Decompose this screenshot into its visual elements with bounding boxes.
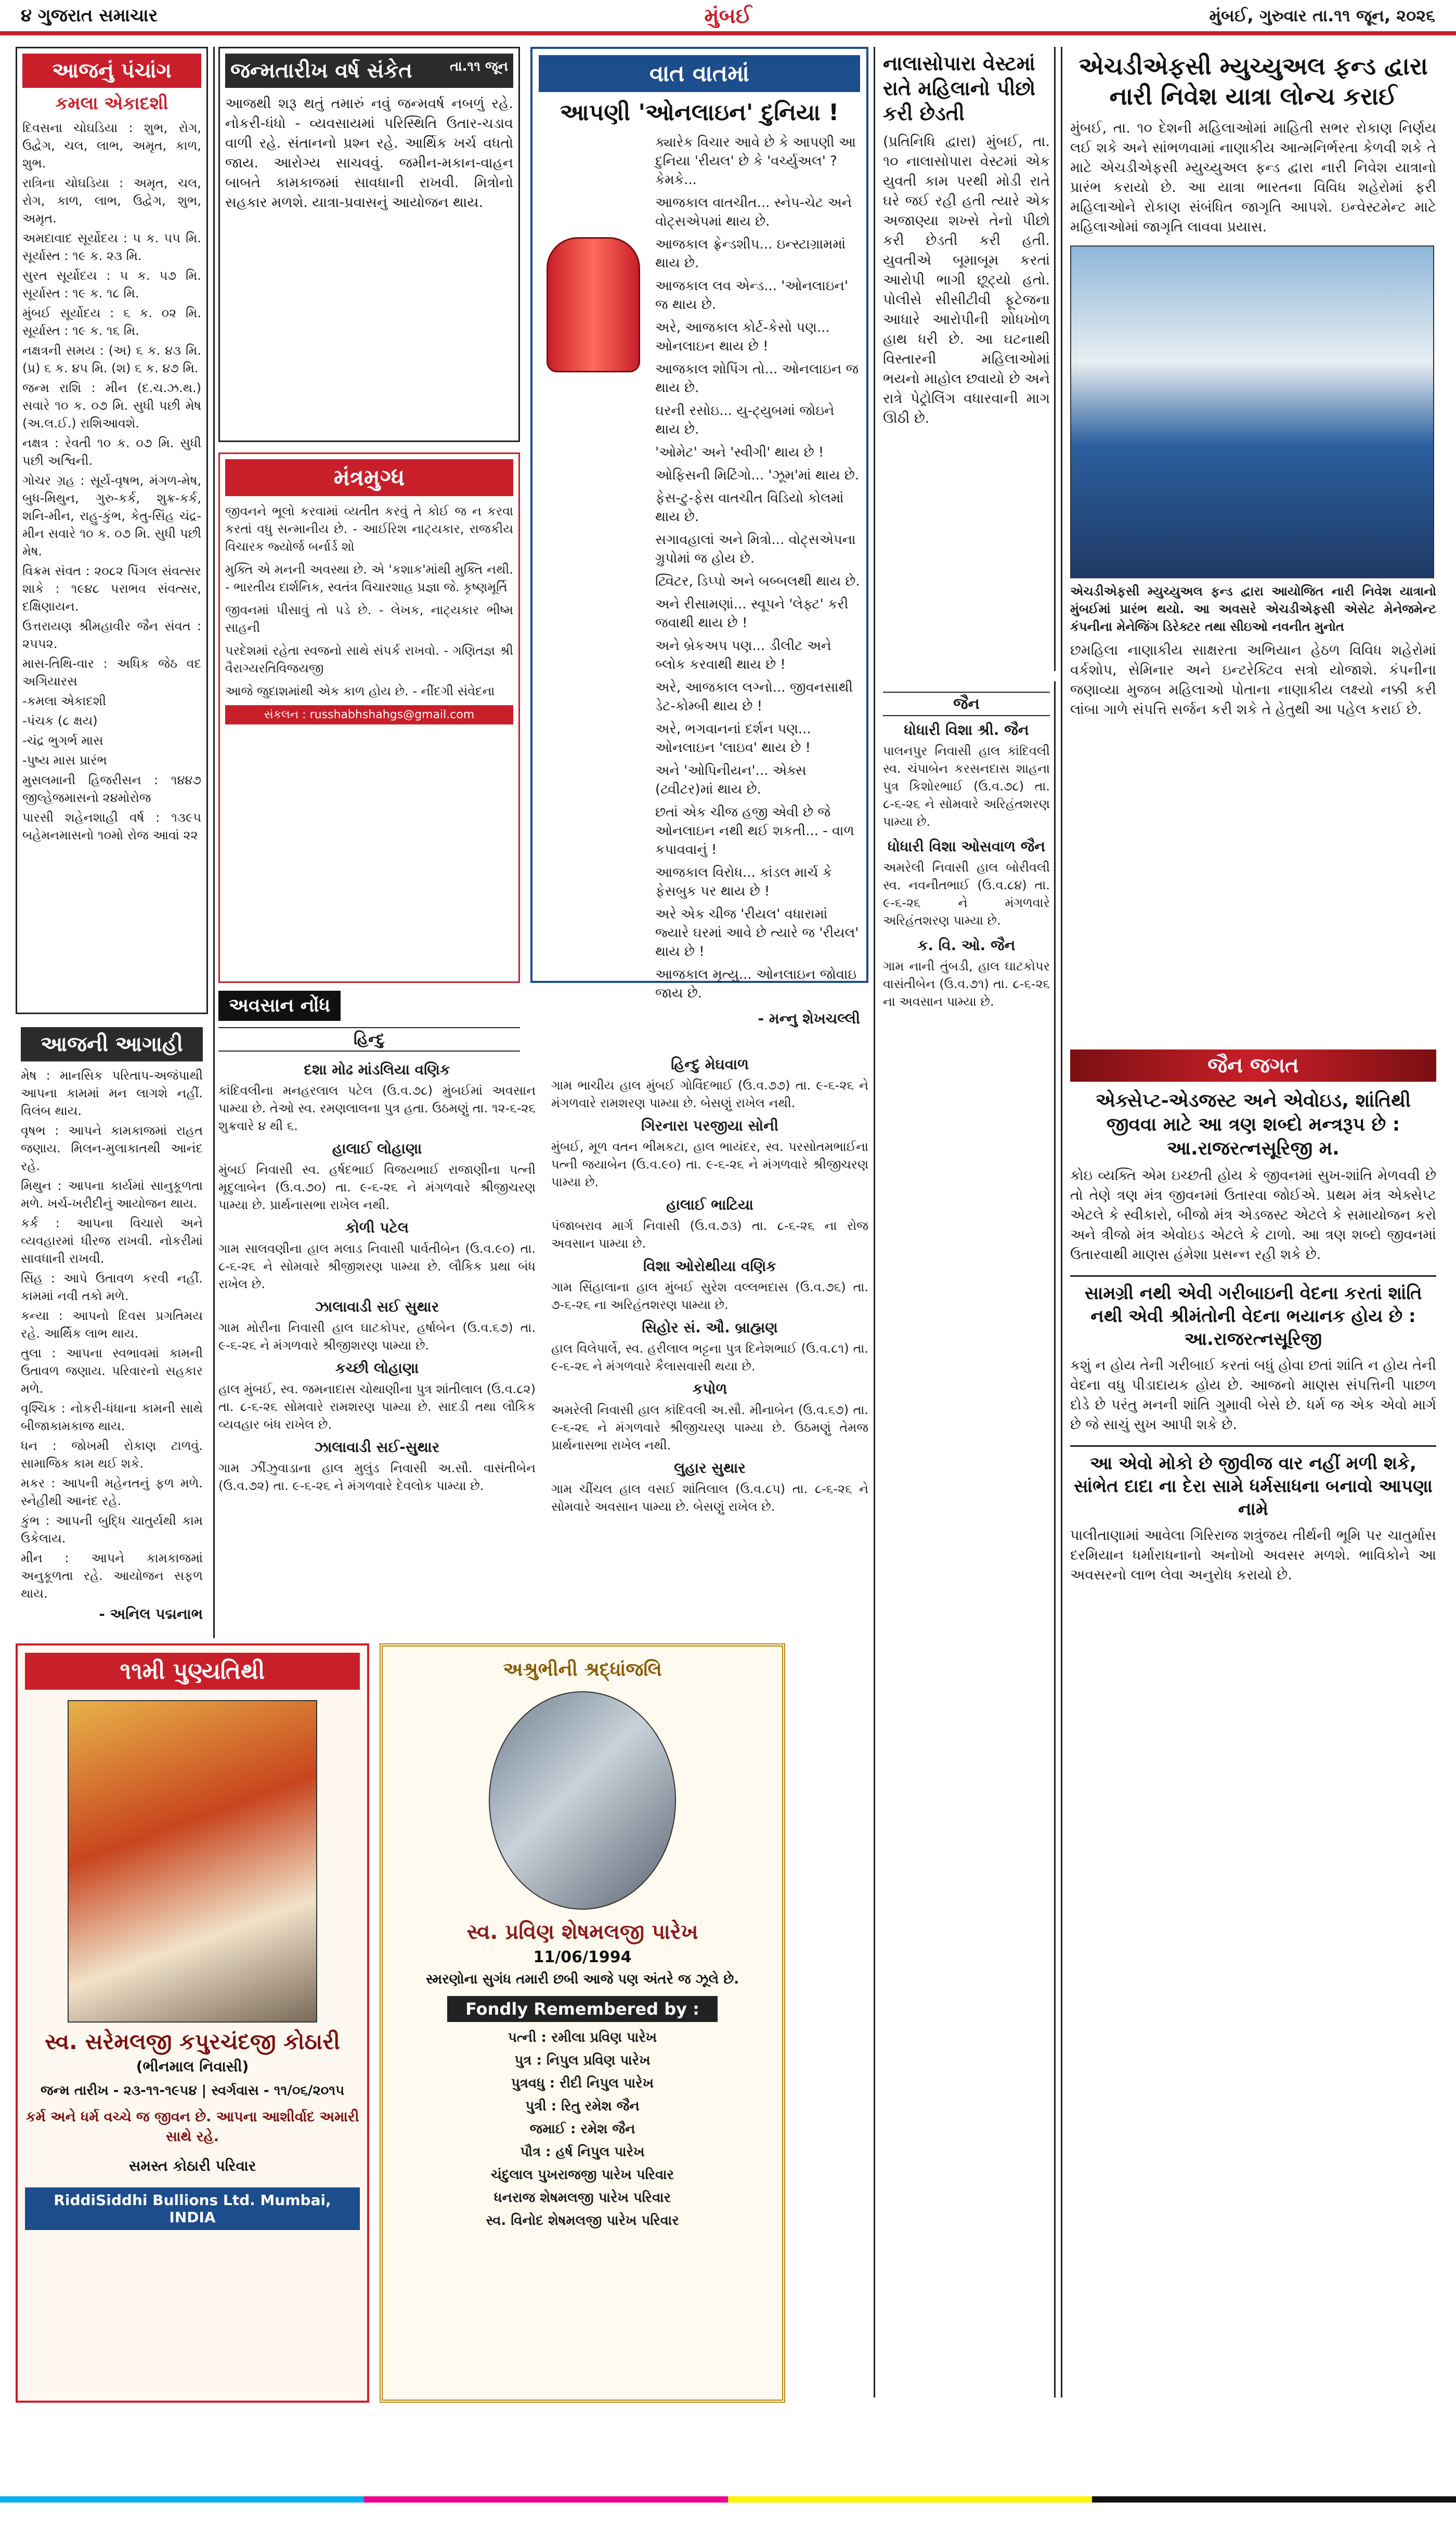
avsan-entry-text: અમરેલી નિવાસી હાલ કાંદિવલી અ.સૌ. મીનાબેન (ઉ.વ.૬૭) તા. ૯-૬-૨૬ ને મંગળવારે શ્રીજીચરણ પામ્યા છે. ઉઠમણું તેમજ પ્રાર્થનાસભા રાખેલ નથી. [551,1403,868,1453]
page-number: ૪ ગુજરાત સમાચાર [21,5,158,26]
cartoon-figure [539,133,648,1007]
avsan-entry-title: ગિરનારા પરજીયા સોની [641,1117,778,1134]
shraddhanjali-family [390,2027,775,2231]
panchang-line: પારસી શહેનશાહી વર્ષ : ૧૩૯૫ બહેમનમાસનો ૧૦મો રોજ આવાં ૨૨ [22,810,201,843]
shraddhanjali-photo [489,1691,676,1910]
cartoon-line: છતાં એક ચીજ હજી એવી છે જે ઓનલાઇન નથી થઈ શકતી... - વાળ કપાવવાનું ! [655,805,854,858]
horoscope-lines [21,1067,203,1602]
mantra-quote: જીવનને ભૂલો કરવામાં વ્યતીત કરવું તે કોઈ જ ન કરવા કરતાં વધુ સન્માનીય છે. - આઈરિશ નાટ્યકાર, રાજકીય વિચારક જ્યોર્જ બર્નાર્ડ શો [225,504,513,554]
jain-entry [883,721,1050,831]
avsan-entries [218,1056,868,1515]
avsan-entry [218,1359,536,1433]
punyatithi-ad [16,1643,369,2403]
shraddhanjali-family-line: પુત્રી : રિતુ રમેશ જૈન [525,2098,640,2114]
panchang-line: ઉત્તરાયણ શ્રીમહાવીર જૈન સંવત : ૨૫૫૨. [22,619,201,651]
cartoon-line: 'ઓમેટ' અને 'સ્વીગી' થાય છે ! [655,445,824,460]
mantra-title: મંત્રમુગ્ધ [225,459,513,496]
avsan-entry-title: ઝાલાવાડી સઈ-સુથાર [314,1439,440,1456]
jain-entries [883,721,1050,1010]
avsan-entry [551,1196,868,1252]
panchang-line: દિવસના ચોઘડિયા : શુભ, રોગ, ઉદ્વેગ, ચલ, લાભ, અમૃત, કાળ, શુભ. [22,121,201,171]
panchang-lines [22,119,201,844]
cartoon-line: અરે એક ચીજ 'રીયલ' વધારામાં જ્યારે ઘરમાં આવે છે ત્યારે જ 'રીયલ' થાય છે ! [655,906,859,960]
horoscope-line: તુલા : આપના સ્વભાવમાં કામની ઉતાવળ જણાય. પરિવારનો સહકાર મળે. [21,1346,203,1396]
jain-entry-text: અમરેલી નિવાસી હાલ બોરીવલી સ્વ. નવનીતભાઈ (ઉ.વ.૮૪) તા. ૯-૬-૨૬ ને મંગળવારે અરિહંતશરણ પામ્યા છે. [883,860,1050,928]
avsan-entry [551,1056,868,1112]
avsan-entry-text: હાલ વિલેપાર્લે, સ્વ. હરીલાલ ભટ્ટના પુત્ર દિનેશભાઈ (ઉ.વ.૮૧) તા. ૯-૬-૨૬ ને મંગળવારે કૈલાસવાસી થયા છે. [551,1341,868,1373]
jain-headline-3: આ એવો મોકો છે જીવીજ વાર નહીં મળી શકે, સાંભેત દાદા ના દેરા સામે ધર્મસાધના બનાવો આપણા નામે [1070,1445,1436,1521]
shraddhanjali-arc: અશ્રુભીની શ્રદ્ધાંજલિ [503,1659,662,1680]
masthead-rule [0,31,1456,35]
cartoon-line: આજકાલ ફ્રેન્ડશીપ... ઇન્સ્ટાગ્રામમાં થાય છે. [655,237,846,271]
cartoon-box [530,47,868,1027]
cartoon-line: આજકાલ વિરોધ... કાંડલ માર્ચ કે ફેસબુક પર થાય છે ! [655,865,833,899]
avsan-entry [551,1258,868,1314]
birthday-title [225,54,513,88]
panchang-box [16,47,208,1014]
panchang-line: નક્ષત્ર : રેવતી ૧૦ ક. ૦૭ મિ. સુધી પછી અશ્વિની. [22,436,201,468]
shraddhanjali-family-line: પુત્ર : નિપુલ પ્રવિણ પારેખ [514,2053,651,2068]
avsan-entry-text: મુંબઈ, મૂળ વતન ભીમકટા, હાલ ભાયંદર, સ્વ. પરસોતમભાઈના પત્ની જયાબેન (ઉ.વ.૯૦) તા. ૯-૬-૨૬ ને મંગળવારે શ્રીજીચરણ પામ્યા છે. [551,1139,868,1189]
cartoon-line: આજકાલ વાતચીત... સ્નેપ-ચેટ અને વોટ્સએપમાં થાય છે. [655,195,852,229]
hdfc-caption: એચડીએફસી મ્યુચ્યુઅલ ફન્ડ દ્વારા આયોજિત નારી નિવેશ યાત્રાનો મુંબઈમાં પ્રારંભ થયો. આ અવસરે એચડીએફસી એસેટ મેનેજમેન્ટ કંપનીના મેનેજિંગ ડિરેક્ટર તથા સીઇઓ નવનીત મુનોત [1070,584,1436,634]
avsan-entry-title: કપોળ [692,1380,727,1397]
avsan-entry-title: સિહોર સં. ઔ. બ્રાહ્મણ [642,1319,778,1336]
avsan-entry [551,1117,868,1191]
cartoon-body [539,133,860,1007]
panchang-line: -ચંદ્ર ભુગર્ભ માસ [22,733,103,748]
punyatithi-dates: જન્મ તારીખ - ૨૩-૧૧-૧૯૫૪ | સ્વર્ગવાસ - ૧૧/૦૬/૨૦૧૫ [40,2083,345,2098]
panchang-title: આજનું પંચાંગ [22,54,201,88]
avsan-entry [218,1061,536,1135]
jain-avsan-tag: જૈન [883,692,1050,716]
avsan-entry-text: ગામ ચીંચલ હાલ વસઈ શાંતિલાલ (ઉ.વ.૮૫) તા. ૮-૬-૨૬ ને સોમવારે અવસાન પામ્યા છે. બેસણું રાખેલ છે. [551,1482,868,1514]
avsan-entry [551,1459,868,1515]
punyatithi-message: કર્મ અને ધર્મ વચ્ચે જ જીવન છે. આપના આશીર્વાદ અમારી સાથે રહે. [25,2109,359,2145]
horoscope-line: કુંભ : આપની બુદ્ધિ ચાતુર્યથી કામ ઉકેલાય. [21,1513,203,1546]
avsan-entry [218,1140,536,1214]
jain-text-1: કોઇ વ્યક્તિ એમ ઇચ્છતી હોય કે જીવનમાં સુખ-શાંતિ મેળવવી છે તો તેણે ત્રણ મંત્ર જીવનમાં ઉતારવા જોઈએ. પ્રથમ મંત્ર એક્સેપ્ટ એટલે કે સ્વીકારો, બીજો મંત્ર એડજસ્ટ એટલે કે સમાયોજન કરો અને ત્રીજો મંત્ર એવોઇડ એટલે કે ટાળો. આ ત્રણ શબ્દો જીવનમાં ઉતારવાથી માણસ હંમેશા પ્રસન્ન રહી શકે છે. [1070,1168,1436,1263]
avsan-entry [218,1219,536,1293]
cartoon-line: ટ્વિટર, ડિપ્પો અને બબ્બલથી થાય છે. [655,574,860,589]
cartoon-line: અરે, ભગવાનનાં દર્શન પણ... ઓનલાઇન 'લાઇવ' થાય છે ! [655,721,811,756]
panchang-line: -પંચક (૮ ક્ષય) [22,714,98,728]
jain-entry-title: ધોધારી વિશા શ્રી. જૈન [904,721,1029,738]
avsan-entry-text: મુંબઈ નિવાસી સ્વ. હર્ષદભાઈ વિજયભાઈ રાજાણીના પત્ની મૃદુલાબેન (ઉ.વ.૭૦) તા. ૯-૬-૨૬ ને મંગળવારે શ્રીજીચરણ પામ્યા છે. પ્રાર્થનાસભા રાખેલ નથી. [218,1162,536,1212]
jain-headline-2: સામગ્રી નથી એવી ગરીબાઇની વેદના કરતાં શાંતિ નથી એવી શ્રીમંતોની વેદના ભયાનક હોય છે : આ.રાજરત્નસૂરિજી [1070,1275,1436,1351]
column-rule [874,47,875,2398]
mantra-quotes [225,502,513,700]
jain-entry [883,838,1050,929]
jain-jagat [1066,1045,1440,2398]
hdfc-headline: એચડીએફસી મ્યુચ્યુઅલ ફન્ડ દ્વારા નારી નિવેશ યાત્રા લોન્ચ કરાઈ [1078,52,1428,110]
mantra-quote: મુક્તિ એ મનની અવસ્થા છે. એ 'કશાક'માંથી મુક્તિ નથી. - ભારતીય દાર્શનિક, સ્વતંત્ર વિચારશાહ પ્રજ્ઞા જે. કૃષ્ણમૂર્તિ [225,562,513,594]
panchang-line: વિક્રમ સંવત : ૨૦૮૨ પિંગલ સંવત્સર શાકે : ૧૯૪૮ પરાભવ સંવત્સર, દક્ષિણાયન. [22,564,201,614]
section-title: મુંબઈ [704,4,752,28]
avsan-entry [551,1380,868,1454]
hdfc-story [1066,47,1440,1035]
column-rule [1061,47,1062,2398]
punyatithi-village: (ભીનમાલ નિવાસી) [136,2058,249,2075]
horoscope-line: વૃશ્ચિક : નોકરી-ધંધાના કામની સાથે બીજાકામકાજ થાય. [21,1401,203,1433]
shraddhanjali-ad [380,1643,785,2403]
avsan-entry [551,1319,868,1375]
horoscope-line: ધન : જોખમી રોકાણ ટાળવું. સામાજિક કામ થઈ શકે. [21,1439,203,1471]
birthday-date: તા.૧૧ જૂન [450,59,508,74]
avsan-religion: હિન્દુ [218,1027,520,1052]
panchang-festival: કમલા એકાદશી [55,93,168,114]
horoscope-line: વૃષભ : આપને કામકાજમાં રાહત જણાય. મિલન-મુલાકાતથી આનંદ રહે. [21,1123,203,1173]
panchang-line: સુરત સૂર્યોદય : ૫ ક. ૫૭ મિ. સૂર્યાસ્ત : ૧૯ ક. ૧૮ મિ. [22,268,201,301]
cartoon-line: આજકાલ મૃત્યુ... ઓનલાઇન જોવાઇ જાય છે. [655,967,857,1001]
avsan-entry-title: કચ્છી લોહાણા [335,1359,419,1377]
hdfc-text: મુંબઈ, તા. ૧૦ દેશની મહિલાઓમાં માહિતી સભર રોકાણ નિર્ણય લઈ શકે અને સાંભળવામાં નાણાકીય આત્મનિર્ભરતા કેળવી શકે તે માટે એચડીએફસી મ્યુચ્યુઅલ ફન્ડ દ્વારા નારી નિવેશ યાત્રાનો પ્રારંભ કરાયો છે. આ યાત્રા ભારતના વિવિધ શહેરોમાં ફરી મહિલાઓને રોકાણ સંબંધિત જાગૃતિ આપશે. ઇન્વેસ્ટમેન્ટ માટે મહિલાઓમાં જાગૃતિ લાવવા પ્રયાસ. [1070,120,1436,235]
mantra-box [218,452,520,983]
cartoon-title: વાત વાતમાં [539,55,860,92]
shraddhanjali-family-line: પૌત્ર : હર્ષ નિપુલ પારેખ [520,2144,645,2160]
panchang-line: નક્ષત્રની સમય : (અ) ૬ ક. ૪૩ મિ. (પ્ર) ૬ ક. ૪૫ મિ. (શ) ૬ ક. ૪૭ મિ. [22,343,201,375]
cartoon-line: ઘરની રસોઇ... યુ-ટ્યુબમાં જોઇને થાય છે. [655,403,835,437]
jain-avsan [879,681,1056,2398]
avsan-entry-title: હાલાઈ ભાટિયા [666,1196,753,1213]
gas-cylinder-icon [547,237,640,372]
cartoon-line: ક્યારેક વિચાર આવે છે કે આપણી આ દુનિયા 'રીયલ' છે કે 'વર્ચ્યુઅલ' ? કેમકે... [655,135,856,188]
horoscope-line: મિથુન : આપના કાર્યમાં સાનુકૂળતા મળે. ખર્ચ-ખરીદીનું આયોજન થાય. [21,1178,203,1211]
shraddhanjali-message: સ્મરણોના સુગંધ તમારી છબી આજે પણ અંતરે જ ઝૂલે છે. [425,1972,739,1987]
avsan-entry-title: હાલાઈ લોહાણા [332,1140,422,1157]
panchang-line: રાત્રિના ચોઘડિયા : અમૃત, ચલ, રોગ, કાળ, લાભ, ઉદ્વેગ, શુભ, અમૃત. [22,176,201,226]
mantra-quote: જીવનમાં પીસાવું તો પડે છે. - લેખક, નાટ્યકાર ભીષ્મ સાહની [225,603,513,635]
avsan-entry-text: ગામ ઝીંઝુવાડાના હાલ મુલુંડ નિવાસી અ.સૌ. વાસંતીબેન (ઉ.વ.૭૨) તા. ૯-૬-૨૬ ને મંગળવારે દેવલોક પામ્યા છે. [218,1461,536,1493]
avsan-entry-text: પંજાબરાવ માર્ગ નિવાસી (ઉ.વ.૭૩) તા. ૮-૬-૨૬ ના રોજ અવસાન પામ્યા છે. [551,1219,868,1251]
cartoon-line: આજકાલ શોપિંગ તો... ઓનલાઇન જ થાય છે. [655,361,859,396]
jain-text-2: કશું ન હોય તેની ગરીબાઈ કરતાં બધું હોવા છતાં શાંતિ ન હોય તેની વેદના વધુ પીડાદાયક હોય છે. આજનો માણસ સંપત્તિની પાછળ દોડે છે પરંતુ મનની શાંતિ ગુમાવી બેસે છે. ધર્મ જ એક એવો માર્ગ છે જે સાચું સુખ આપી શકે છે. [1070,1357,1436,1433]
bottom-strip [0,2496,1456,2503]
avsan-entry-title: હિન્દુ મેઘવાળ [671,1056,749,1073]
avsan-entry-title: વિશા ઓરોથીયા વણિક [643,1258,777,1275]
horoscope-line: મકર : આપની મહેનતનું ફળ મળે. સ્નેહીથી આનંદ રહે. [21,1476,203,1508]
panchang-line: મુંબઈ સૂર્યોદય : ૬ ક. ૦૨ મિ. સૂર્યાસ્ત : ૧૯ ક. ૧૬ મિ. [22,306,201,338]
shraddhanjali-family-line: પત્ની : રમીલા પ્રવિણ પારેખ [508,2030,657,2045]
hdfc-photo [1070,245,1434,578]
horoscope-line: કર્ક : આપના વિચારો અને વ્યવહારમાં ધીરજ રાખવી. નોકરીમાં સાવધાની રાખવી. [21,1216,203,1266]
avsan-section [218,991,868,1636]
shraddhanjali-remembered: Fondly Remembered by : [447,1996,718,2022]
mantra-quote: આજે જુદાશમાંથી એક કાળ હોય છે. - નીંદગી સંવેદના [225,684,495,698]
jain-entry-text: પાલનપુર નિવાસી હાલ કાંદિવલી સ્વ. ચંપાબેન કરસનદાસ શાહના પુત્ર કિશોરભાઈ (ઉ.વ.૭૮) તા. ૮-૬-૨૬ ને સોમવારે અરિહંતશરણ પામ્યા છે. [883,744,1050,829]
shraddhanjali-family-line: ધનરાજ શેષમલજી પારેખ પરિવાર [493,2190,671,2206]
birthday-box [218,47,520,442]
avsan-entry-text: ગામ સિંહાલાના હાલ મુંબઈ સુરેશ વલ્લભદાસ (ઉ.વ.૭૬) તા. ૭-૬-૨૬ ના અરિહંતશરણ પામ્યા છે. [551,1280,868,1312]
avsan-tag: અવસાન નોંધ [218,991,341,1021]
avsan-entry-title: કોળી પટેલ [345,1219,409,1236]
nalasopara-headline: નાલાસોપારા વેસ્ટમાં રાતે મહિલાનો પીછો કરી છેડતી [883,52,1036,125]
panchang-line: -પુષ્ય માસ પ્રારંભ [22,753,107,768]
nalasopara-text: (પ્રતિનિધિ દ્વારા) મુંબઈ, તા. ૧૦ નાલાસોપારા વેસ્ટમાં એક યુવતી કામ પરથી મોડી રાતે ઘરે જઈ રહી હતી ત્યારે એક અજાણ્યા શખ્સે તેનો પીછો કરી છેડતી કરી હતી. યુવતીએ બૂમાબૂમ કરતાં આરોપી ભાગી છૂટ્યો હતો. પોલીસે સીસીટીવી ફૂટેજના આધારે આરોપીની શોધખોળ હાથ ધરી છે. આ ઘટનાથી વિસ્તારની મહિલાઓમાં ભયનો માહોલ છવાયો છે અને રાત્રે પેટ્રોલિંગ વધારવાની માગ ઊઠી છે. [883,134,1050,426]
jain-banner: જૈન જગત [1070,1049,1436,1082]
jain-entry-title: ક. વિ. ઓ. જૈન [917,937,1016,954]
jain-text-3: પાલીતાણામાં આવેલા ગિરિરાજ શત્રુંજય તીર્થની ભૂમિ પર ચાતુર્માસ દરમિયાન ધર્મારાધનાનો અનોખો અવસર મળશે. ભાવિકોને આ અવસરનો લાભ લેવા અનુરોધ કરાયો છે. [1070,1527,1436,1583]
panchang-line: માસ-તિથિ-વાર : અધિક જેઠ વદ અગિયારસ [22,656,201,689]
cartoon-line: અને રીસામણાં... સ્વૂપને 'લેફ્ટ' કરી જવાથી થાય છે ! [655,597,849,631]
cartoon-line: અને બ્રેકઅપ પણ... ડીલીટ અને બ્લોક કરવાથી થાય છે ! [655,638,831,672]
cartoon-line: અને 'ઓપિનીયન'... એક્સ (ટ્વીટર)માં થાય છે. [655,763,807,797]
shraddhanjali-family-line: જમાઈ : રમેશ જૈન [529,2121,635,2137]
avsan-entry [218,1439,536,1495]
cartoon-sign: - મન્નુ શેખચલ્લી [758,1010,860,1027]
mantra-quote: પરદેશમાં રહેતા સ્વજનો સાથે સંપર્ક રાખવો. - ગણિતજ્ઞ શ્રી વૈરાગ્યરતિવિજયજી [225,643,513,676]
avsan-entry-text: ગામ સાલવણીના હાલ મલાડ નિવાસી પાર્વતીબેન (ઉ.વ.૯૦) તા. ૮-૬-૨૬ ને સોમવારે શ્રીજીશરણ પામ્યા છે. લૌકિક પ્રથા બંધ રાખેલ છે. [218,1241,536,1291]
cartoon-line: અરે, આજકાલ કોર્ટ-કેસો પણ... ઓનલાઇન થાય છે ! [655,320,830,354]
avsan-entry [218,1298,536,1354]
horoscope-line: મીન : આપને કામકાજમાં અનુકૂળતા રહે. આયોજન સફળ થાય. [21,1551,203,1601]
shraddhanjali-family-line: પુત્રવધુ : રીદી નિપુલ પારેખ [511,2076,654,2091]
birthday-text: આજથી શરૂ થતું તમારું નવું જન્મવર્ષ નબળું રહે. નોકરી-ધંધો - વ્યવસાયમાં પરિસ્થિતિ ઉતાર-ચડાવ વાળી રહે. સંતાનનો પ્રશ્ન રહે. આર્થિક ખર્ચ વધતો જાય. આરોગ્ય સાચવવું. જમીન-મકાન-વાહન બાબતે કામકાજમાં સાવધાની રાખવી. મિત્રોનો સહકાર મળશે. યાત્રા-પ્રવાસનું આયોજન થાય. [225,96,513,211]
jain-headline-1: એક્સેપ્ટ-એડજસ્ટ અને એવોઇડ, શાંતિથી જીવવા માટે આ ત્રણ શબ્દો મન્ત્રરૂપ છે : આ.રાજરત્નસૂરિજી મ. [1095,1090,1411,1159]
cartoon-line: આજકાલ લવ એન્ડ... 'ઓનલાઇન' જ થાય છે. [655,278,849,313]
avsan-entry-text: કાંદિવલીના મનહરલાલ પટેલ (ઉ.વ.૭૮) મુંબઈમાં અવસાન પામ્યા છે. તેઓ સ્વ. રમણલાલના પુત્ર હતા. ઉઠમણું તા. ૧૨-૬-૨૬ શુક્રવારે ૪ થી ૬. [218,1083,536,1133]
birthday-title-text: જન્મતારીખ વર્ષ સંકેત [230,59,412,83]
cartoon-line: અરે, આજકાલ લગ્નો... જીવનસાથી ડેટ-કોમ્બી થાય છે ! [655,680,853,714]
panchang-line: -કમલા એકાદશી [22,694,107,708]
punyatithi-sponsor: RiddiSiddhi Bullions Ltd. Mumbai, INDIA [25,2187,360,2230]
panchang-line: ગોચર ગ્રહ : સૂર્ય-વૃષભ, મંગળ-મેષ, બુધ-મિથુન, ગુરુ-કર્ક, શુક્ર-કર્ક, શનિ-મીન, રાહુ-કુંભ, કેતુ-સિંહ ચંદ્ર-મીન સવારે ૧૦ ક. ૦૭ મિ. સુધી પછી મેષ. [22,473,201,559]
cartoon-line: ફેસ-ટુ-ફેસ વાતચીત વિડિયો કોલમાં થાય છે. [655,490,844,525]
column-rule [213,47,215,1638]
panchang-line: અમદાવાદ સૂર્યોદય : ૫ ક. ૫૫ મિ. સૂર્યાસ્ત : ૧૯ ક. ૨૩ મિ. [22,231,201,263]
jain-entry-text: ગામ નાની તુંબડી, હાલ ઘાટકોપર વાસંતીબેન (ઉ.વ.૭૧) તા. ૮-૬-૨૬ ના અવસાન પામ્યા છે. [883,959,1050,1009]
avsan-entry-title: દશા મોઢ માંડલિયા વણિક [304,1061,450,1078]
punyatithi-name: સ્વ. સરેમલજી કપુરચંદજી કોઠારી [45,2029,340,2054]
hdfc-more: છમહિલા નાણાકીય સાક્ષરતા અભિયાન હેઠળ વિવિધ શહેરોમાં વર્કશોપ, સેમિનાર અને ઇન્ટરેક્ટિવ સત્રો યોજાશે. કંપનીના જણાવ્યા મુજબ મહિલાઓ પોતાના નાણાકીય લક્ષ્યો નક્કી કરી લાંબા ગાળે સંપત્તિ સર્જન કરી શકે તે હેતુથી આ પહેલ કરાઈ છે. [1070,642,1436,718]
punyatithi-family: સમસ્ત કોઠારી પરિવાર [128,2157,256,2174]
jain-entry [883,937,1050,1010]
jain-entry-title: ધોધારી વિશા ઓસવાળ જૈન [887,838,1046,855]
punyatithi-title: ૧૧મી પુણ્યતિથી [25,1653,360,1690]
panchang-line: જન્મ રાશિ : મીન (દ.ચ.ઝ.થ.) સવારે ૧૦ ક. ૦૭ મિ. સુધી પછી મેષ (અ.લ.ઈ.) રાશિઆવશે. [22,381,201,431]
cartoon-headline: આપણી 'ઓનલાઇન' દુનિયા ! [560,99,839,126]
shraddhanjali-date: 11/06/1994 [533,1948,632,1966]
dateline: મુંબઈ, ગુરુવાર તા.૧૧ જૂન, ૨૦૨૬ [1209,5,1435,25]
horoscope-line: મેષ : માનસિક પરિતાપ-અજંપાથી આપના કામમાં મન લાગશે નહીં. વિલંબ થાય. [21,1068,203,1118]
cartoon-line: ઓફિસની મિટિંગો... 'ઝૂમ'માં થાય છે. [655,468,860,483]
shraddhanjali-family-line: ચંદુલાલ પુખરાજજી પારેખ પરિવાર [491,2167,674,2183]
horoscope-line: સિંહ : આપે ઉતાવળ કરવી નહીં. કામમાં નવી તકો મળે. [21,1271,203,1303]
panchang-line: મુસલમાની હિજરીસન : ૧૪૪૭ જીલ્હેજમાસનો ૨૪મોરોજ [22,773,201,805]
avsan-entry-title: લુહાર સુથાર [674,1459,746,1476]
avsan-entry-title: ઝાલાવાડી સઈ સુથાર [315,1298,439,1315]
shraddhanjali-name: સ્વ. પ્રવિણ શેષમલજી પારેખ [466,1920,698,1944]
mantra-contact: સંકલન : russhabhshahgs@gmail.com [225,705,513,724]
avsan-entry-text: ગામ ભાચીય હાલ મુંબઈ ગોવિંદભાઈ (ઉ.વ.૭૭) તા. ૯-૬-૨૬ ને મંગળવારે રામશરણ પામ્યા છે. બેસણું રાખેલ નથી. [551,1078,868,1110]
avsan-entry-text: હાલ મુંબઈ, સ્વ. જમનાદાસ ચોથાણીના પુત્ર શાંતીલાલ (ઉ.વ.૮૨) તા. ૮-૬-૨૬ સોમવારે રામશરણ પામ્યા છે. સાદડી તથા લૌકિક વ્યવહાર બંધ રાખેલ છે. [218,1382,536,1432]
horoscope-title: આજની આગાહી [21,1027,203,1061]
cartoon-lines [655,133,860,1007]
horoscope-line: કન્યા : આપનો દિવસ પ્રગતિમય રહે. આર્થિક લાભ થાય. [21,1308,203,1341]
nalasopara-story [879,47,1056,671]
punyatithi-photo [68,1700,317,2023]
horoscope-box [16,1022,208,1636]
cartoon-line: સગાવહાલાં અને મિત્રો... વોટ્સએપના ગ્રુપોમાં જ હોય છે. [655,532,856,566]
avsan-entry-text: ગામ મોરીના નિવાસી હાલ ઘાટકોપર, હર્ષાબેન (ઉ.વ.૬૭) તા. ૯-૬-૨૬ ને મંગળવારે શ્રીજીશરણ પામ્યા છે. [218,1320,536,1353]
horoscope-author: - અનિલ પદ્મનાભ [99,1605,203,1623]
shraddhanjali-family-line: સ્વ. વિનોદ શેષમલજી પારેખ પરિવાર [486,2213,679,2228]
